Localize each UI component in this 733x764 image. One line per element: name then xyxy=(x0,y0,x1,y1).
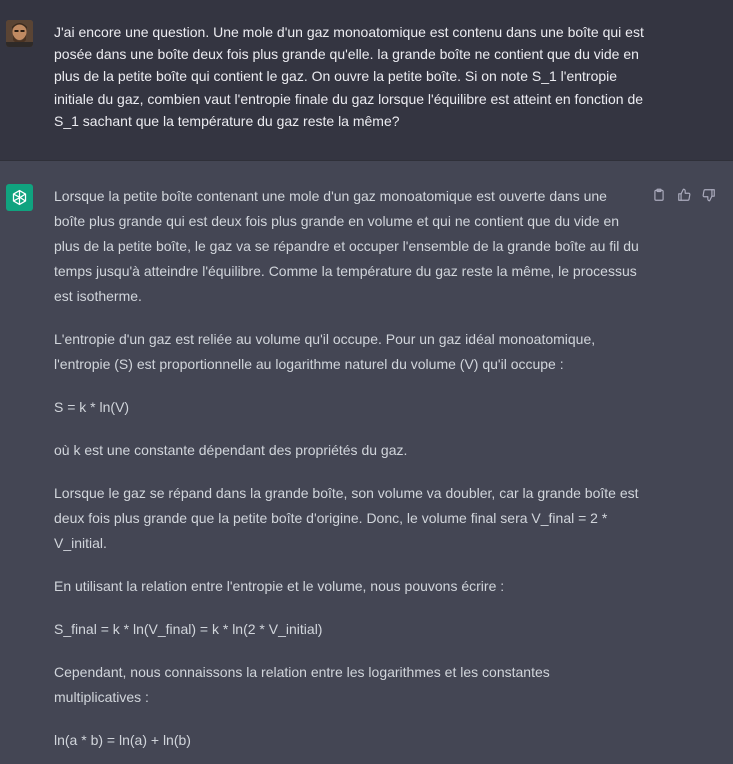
assistant-paragraph: L'entropie d'un gaz est reliée au volume qu'il occupe. Pour un gaz idéal monoatomique, l'entropie (S) est proportionnelle au logarithme naturel du volume (V) qu'il occupe : xyxy=(54,331,596,372)
clipboard-icon[interactable] xyxy=(651,187,666,202)
user-message xyxy=(0,0,733,161)
message-actions xyxy=(651,187,716,202)
assistant-formula: S = k * ln(V) xyxy=(54,399,130,415)
assistant-paragraph: Lorsque la petite boîte contenant une mole d'un gaz monoatomique est ouverte dans une boîte plus grande qui est deux fois plus grande en volume et qui ne contient que du vide en plus de la petite boîte, le gaz va se répandre et occuper l'ensemble de la grande boîte au fil du temps jusqu'à atteindre l'équilibre. Comme la température du gaz reste la même, le processus est isotherme. xyxy=(54,188,639,304)
assistant-formula: ln(a * b) = ln(a) + ln(b) xyxy=(54,732,191,748)
user-message-text: J'ai encore une question. Une mole d'un gaz monoatomique est contenu dans une boîte qui est posée dans une boîte deux fois plus grande qu'elle. la grande boîte ne contient que du vide en plus de la petite boîte qui contient le gaz. On ouvre la petite boîte. Si on note S_1 l'entropie initiale du gaz, combien vaut l'entropie finale du gaz lorsque l'équilibre est atteint en fonction de S_1 sachant que la température du gaz reste la même? xyxy=(54,24,644,129)
assistant-message-body xyxy=(54,184,640,764)
assistant-paragraph: Lorsque le gaz se répand dans la grande boîte, son volume va doubler, car la grande boîte est deux fois plus grande que la petite boîte d'origine. Donc, le volume final sera V_final = 2 * V_initial. xyxy=(54,485,639,551)
user-avatar xyxy=(6,20,33,47)
thumbs-down-icon[interactable] xyxy=(701,187,716,202)
assistant-message xyxy=(0,161,733,764)
assistant-formula: S_final = k * ln(V_final) = k * ln(2 * V_initial) xyxy=(54,621,323,637)
thumbs-up-icon[interactable] xyxy=(676,187,691,202)
assistant-paragraph: En utilisant la relation entre l'entropie et le volume, nous pouvons écrire : xyxy=(54,578,505,594)
assistant-paragraph: où k est une constante dépendant des propriétés du gaz. xyxy=(54,442,408,458)
openai-logo-icon xyxy=(6,184,33,211)
assistant-paragraph: Cependant, nous connaissons la relation entre les logarithmes et les constantes multiplicatives : xyxy=(54,664,550,705)
